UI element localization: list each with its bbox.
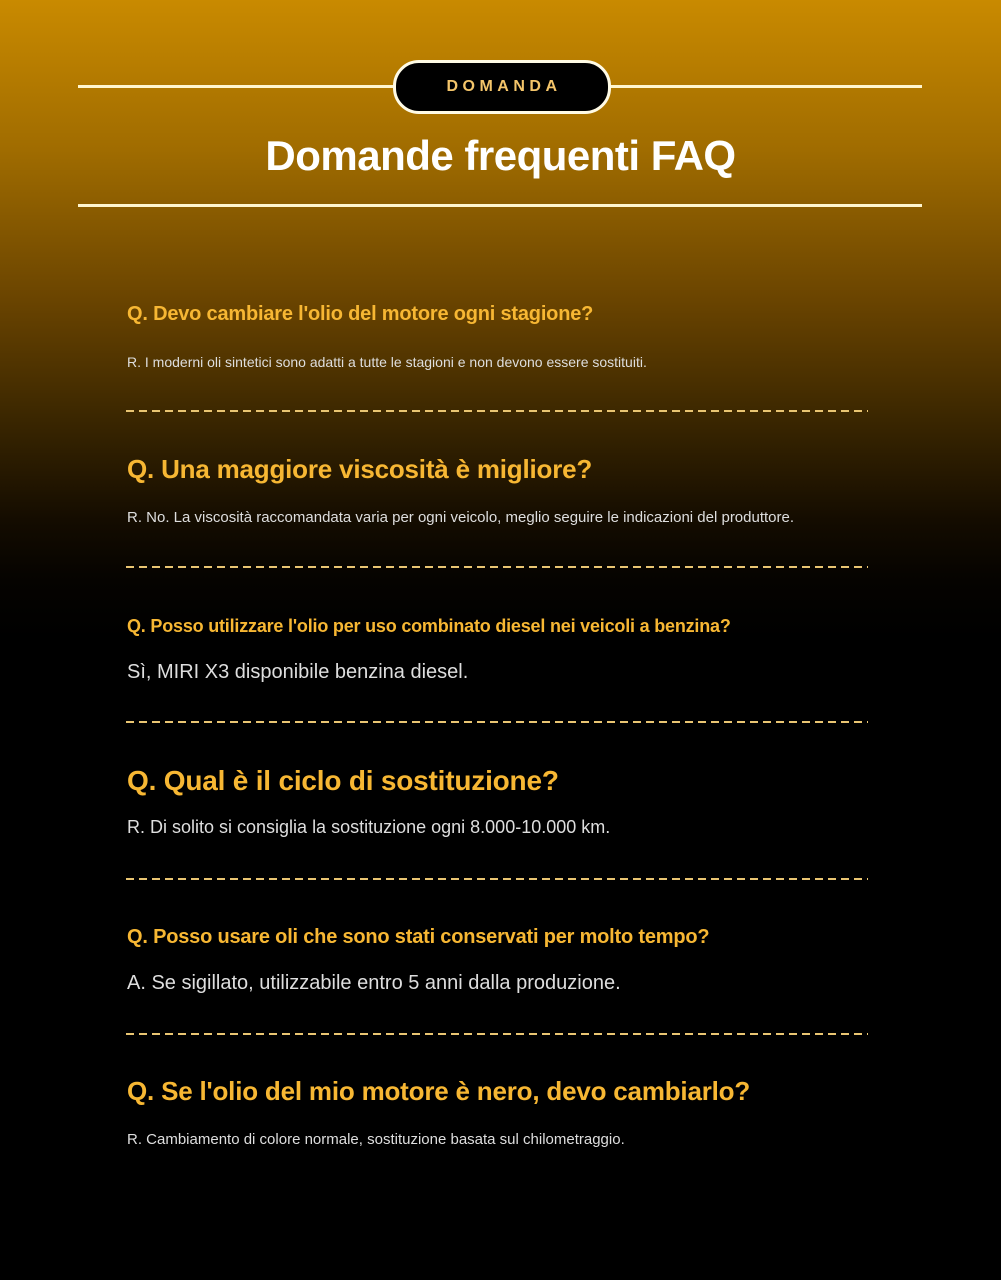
faq-divider — [126, 566, 868, 568]
faq-divider — [126, 410, 868, 412]
header-line-top-right — [606, 85, 922, 88]
badge-label: DOMANDA — [446, 78, 562, 95]
faq-question: Q. Posso usare oli che sono stati conservati per molto tempo? — [127, 926, 710, 948]
faq-divider — [126, 878, 868, 880]
faq-question: Q. Qual è il ciclo di sostituzione? — [127, 765, 559, 796]
page-title: Domande frequenti FAQ — [265, 132, 736, 179]
faq-divider — [126, 721, 868, 723]
faq-answer: R. No. La viscosità raccomandata varia per ogni veicolo, meglio seguire le indicazioni del produttore. — [127, 509, 795, 526]
faq-question: Q. Posso utilizzare l'olio per uso combinato diesel nei veicoli a benzina? — [127, 616, 731, 636]
faq-answer: A. Se sigillato, utilizzabile entro 5 anni dalla produzione. — [127, 972, 621, 994]
header-line-bottom — [78, 204, 922, 207]
faq-divider — [126, 1033, 868, 1035]
faq-question: Q. Se l'olio del mio motore è nero, devo cambiarlo? — [127, 1076, 751, 1106]
faq-answer: Sì, MIRI X3 disponibile benzina diesel. — [127, 661, 469, 683]
faq-answer: R. Di solito si consiglia la sostituzione ogni 8.000-10.000 km. — [127, 817, 611, 837]
faq-answer: R. I moderni oli sintetici sono adatti a tutte le stagioni e non devono essere sostituiti. — [127, 354, 647, 370]
faq-answer: R. Cambiamento di colore normale, sostituzione basata sul chilometraggio. — [127, 1131, 625, 1148]
section-badge — [393, 60, 611, 114]
faq-question: Q. Devo cambiare l'olio del motore ogni stagione? — [127, 303, 594, 325]
faq-question: Q. Una maggiore viscosità è migliore? — [127, 454, 593, 484]
header-line-top-left — [78, 85, 396, 88]
